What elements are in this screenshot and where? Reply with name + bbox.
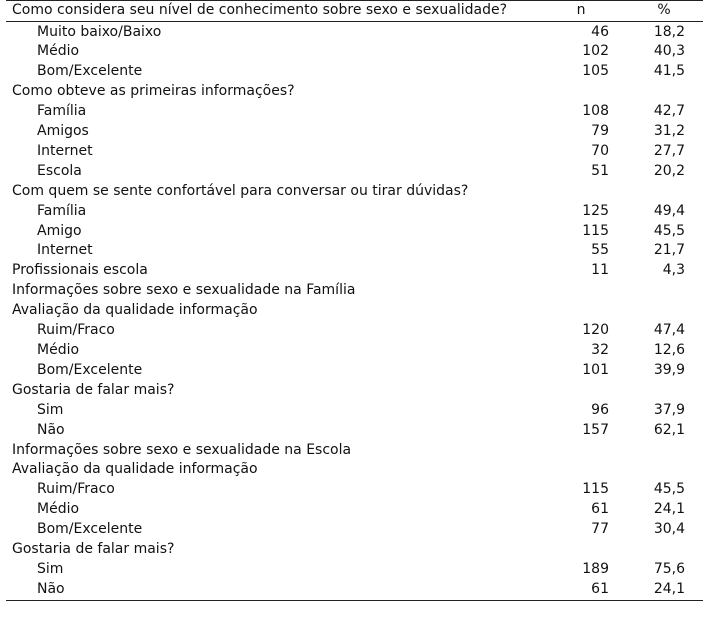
row-n-value: 79 (591, 123, 609, 140)
row-percent-value (619, 281, 703, 301)
row-section-label: Gostaria de falar mais? (12, 381, 175, 398)
row-percent-value (619, 182, 703, 202)
row-percent-value: 75,6 (653, 560, 685, 577)
row-category-label: Médio (37, 342, 80, 358)
table-row (6, 341, 703, 361)
row-category-label: Família (37, 202, 87, 219)
row-n-value: 115 (582, 222, 609, 239)
row-category-label: Sim (37, 560, 64, 577)
row-percent-value: 45,5 (653, 222, 685, 239)
row-percent-value (619, 381, 703, 401)
row-category-label: Família (37, 103, 87, 120)
row-percent-value: 42,7 (653, 103, 685, 120)
row-section-label: Com quem se sente confortável para conversar ou tirar dúvidas? (12, 182, 469, 199)
row-n-value: 120 (582, 322, 609, 339)
table-row (6, 520, 703, 540)
header-n-label: n (576, 2, 586, 18)
row-category-label: Bom/Excelente (37, 361, 143, 378)
table-row (6, 441, 703, 461)
table-row (6, 162, 703, 182)
row-n-value (551, 82, 619, 102)
row-category-label: Internet (37, 242, 93, 259)
table-row (6, 82, 703, 102)
table-row (6, 142, 703, 162)
row-category-label: Médio (37, 43, 80, 60)
row-percent-value: 41,5 (653, 63, 685, 80)
table-row (6, 261, 703, 281)
row-percent-value: 30,4 (653, 521, 685, 538)
row-category-label: Não (37, 580, 65, 597)
row-section-label: Profissionais escola (12, 262, 148, 279)
row-section-label: Como obteve as primeiras informações? (12, 83, 295, 100)
row-n-value: 108 (582, 103, 609, 120)
table-row (6, 401, 703, 421)
row-percent-value (619, 441, 703, 461)
table-row (6, 102, 703, 122)
table-row (6, 202, 703, 222)
row-n-value (551, 441, 619, 461)
row-n-value: 51 (591, 162, 609, 179)
row-n-value: 96 (591, 401, 609, 418)
row-n-value (551, 540, 619, 560)
table-row (6, 500, 703, 520)
table-row (6, 122, 703, 142)
table-row (6, 540, 703, 560)
table-row (6, 241, 703, 261)
row-percent-value: 47,4 (653, 322, 685, 339)
row-percent-value: 27,7 (653, 142, 685, 159)
row-n-value: 46 (591, 23, 609, 40)
row-section-label: Informações sobre sexo e sexualidade na Família (12, 282, 356, 299)
row-category-label: Muito baixo/Baixo (37, 23, 162, 40)
row-percent-value: 21,7 (653, 242, 685, 259)
row-n-value: 70 (591, 142, 609, 159)
header-percent-label: % (657, 2, 671, 18)
row-n-value: 105 (582, 63, 609, 80)
row-n-value: 55 (591, 242, 609, 259)
table-row (6, 301, 703, 321)
row-category-label: Médio (37, 501, 80, 518)
row-n-value (551, 281, 619, 301)
row-percent-value: 62,1 (653, 421, 685, 438)
table-row (6, 182, 703, 202)
row-percent-value (619, 82, 703, 102)
row-section-label: Informações sobre sexo e sexualidade na Escola (12, 441, 352, 458)
row-n-value (551, 301, 619, 321)
row-n-value: 61 (591, 501, 609, 518)
row-percent-value: 18,2 (653, 23, 685, 40)
table-row (6, 361, 703, 381)
row-category-label: Não (37, 421, 65, 438)
table-row (6, 222, 703, 242)
data-table-container (6, 0, 703, 601)
table-row (6, 62, 703, 82)
row-section-label: Avaliação da qualidade informação (12, 461, 258, 478)
row-percent-value: 49,4 (653, 202, 685, 219)
row-percent-value (619, 460, 703, 480)
row-n-value: 189 (582, 560, 609, 577)
row-category-label: Ruim/Fraco (37, 481, 115, 498)
table-row (6, 460, 703, 480)
row-n-value: 77 (591, 521, 609, 538)
table-row (6, 580, 703, 600)
table-row (6, 381, 703, 401)
table-row (6, 281, 703, 301)
row-section-label: Avaliação da qualidade informação (12, 302, 258, 319)
row-category-label: Internet (37, 142, 93, 159)
row-percent-value: 45,5 (653, 481, 685, 498)
row-percent-value: 24,1 (653, 501, 685, 518)
row-n-value: 115 (582, 481, 609, 498)
row-category-label: Bom/Excelente (37, 521, 143, 538)
row-percent-value: 24,1 (653, 580, 685, 597)
table-header (6, 1, 703, 21)
row-category-label: Amigo (37, 222, 82, 239)
table-row (6, 42, 703, 62)
table-body (6, 21, 703, 600)
row-n-value (551, 182, 619, 202)
table-row (6, 560, 703, 580)
row-n-value: 11 (591, 262, 609, 279)
table-row (6, 21, 703, 42)
row-n-value: 101 (582, 361, 609, 378)
row-percent-value (619, 540, 703, 560)
row-n-value: 32 (591, 342, 609, 358)
row-n-value: 102 (582, 43, 609, 60)
table-row (6, 480, 703, 500)
row-category-label: Bom/Excelente (37, 63, 143, 80)
table-row (6, 421, 703, 441)
row-n-value (551, 460, 619, 480)
survey-table (6, 1, 703, 600)
table-row (6, 321, 703, 341)
row-category-label: Amigos (37, 123, 89, 140)
row-percent-value: 39,9 (653, 361, 685, 378)
row-n-value: 61 (591, 580, 609, 597)
row-n-value (551, 381, 619, 401)
row-section-label: Gostaria de falar mais? (12, 541, 175, 558)
row-percent-value: 12,6 (653, 342, 685, 358)
row-percent-value: 31,2 (653, 123, 685, 140)
row-category-label: Escola (37, 162, 82, 179)
row-percent-value: 20,2 (653, 162, 685, 179)
row-category-label: Ruim/Fraco (37, 322, 115, 339)
header-question-label: Como considera seu nível de conhecimento sobre sexo e sexualidade? (12, 2, 508, 18)
row-category-label: Sim (37, 401, 64, 418)
row-percent-value (619, 301, 703, 321)
row-percent-value: 4,3 (662, 262, 685, 279)
row-percent-value: 37,9 (653, 401, 685, 418)
row-n-value: 125 (582, 202, 609, 219)
row-n-value: 157 (582, 421, 609, 438)
row-percent-value: 40,3 (653, 43, 685, 60)
header-row (6, 1, 703, 21)
